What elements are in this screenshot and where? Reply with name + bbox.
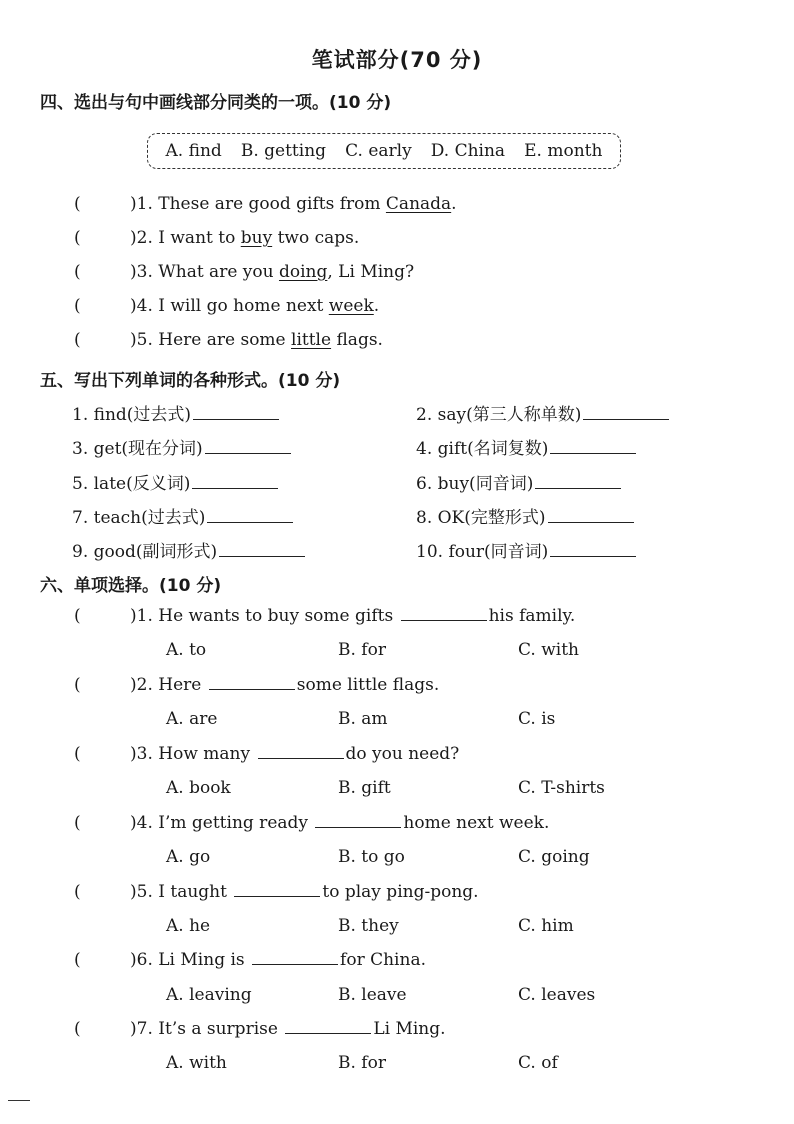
word-form-item-8: 8. OK(完整形式) — [416, 503, 636, 528]
answer-blank[interactable] — [550, 542, 636, 557]
option-c[interactable]: C. him — [518, 916, 574, 936]
answer-blank[interactable] — [192, 474, 278, 489]
answer-paren[interactable]: ( — [74, 950, 81, 970]
option-a[interactable]: A. go — [166, 847, 211, 867]
answer-paren[interactable]: ( — [74, 194, 81, 214]
choice-c: C. early — [345, 141, 412, 161]
answer-paren[interactable]: ( — [74, 330, 81, 350]
option-a[interactable]: A. he — [166, 916, 211, 936]
underlined-word: doing — [278, 262, 328, 282]
question-text: )3. What are you doing, Li Ming? — [130, 262, 415, 282]
page-title: 笔试部分(70 分) — [311, 48, 483, 72]
option-b[interactable]: B. to go — [338, 847, 405, 867]
mc-question-3: )3. How many do you need? — [130, 744, 460, 764]
word-form-item-10: 10. four(同音词) — [416, 537, 638, 562]
answer-blank[interactable] — [315, 813, 401, 828]
option-c[interactable]: C. leaves — [518, 985, 596, 1005]
answer-paren[interactable]: ( — [74, 813, 81, 833]
word-form-item-1: 1. find(过去式) — [72, 400, 281, 425]
mc-question-5: )5. I taught to play ping-pong. — [130, 882, 479, 902]
mc-question-1: )1. He wants to buy some gifts his family. — [130, 606, 576, 626]
underlined-word: buy — [240, 228, 273, 248]
option-c[interactable]: C. is — [518, 709, 556, 729]
answer-paren[interactable]: ( — [74, 296, 81, 316]
option-a[interactable]: A. book — [166, 778, 231, 798]
answer-paren[interactable]: ( — [74, 882, 81, 902]
section-4-heading: 四、选出与句中画线部分同类的一项。(10 分) — [40, 93, 392, 113]
question-text: )5. Here are some little flags. — [130, 330, 383, 350]
choice-b: B. getting — [240, 141, 327, 161]
answer-blank[interactable] — [583, 405, 669, 420]
question-text: )4. I will go home next week. — [130, 296, 380, 316]
question-text: )1. These are good gifts from Canada. — [130, 194, 457, 214]
mc-question-7: )7. It’s a surprise Li Ming. — [130, 1019, 446, 1039]
answer-blank[interactable] — [535, 474, 621, 489]
word-form-item-7: 7. teach(过去式) — [72, 503, 295, 528]
word-form-item-2: 2. say(第三人称单数) — [416, 400, 671, 425]
option-a[interactable]: A. to — [166, 640, 207, 660]
answer-blank[interactable] — [550, 439, 636, 454]
answer-paren[interactable]: ( — [74, 262, 81, 282]
answer-paren[interactable]: ( — [74, 228, 81, 248]
answer-blank[interactable] — [285, 1019, 371, 1034]
answer-blank[interactable] — [209, 675, 295, 690]
option-c[interactable]: C. of — [518, 1053, 558, 1073]
word-form-item-9: 9. good(副词形式) — [72, 537, 307, 562]
mc-question-4: )4. I’m getting ready home next week. — [130, 813, 550, 833]
answer-blank[interactable] — [252, 950, 338, 965]
section-6-heading: 六、单项选择。(10 分) — [40, 576, 222, 596]
underlined-word: week — [328, 296, 374, 316]
answer-paren[interactable]: ( — [74, 606, 81, 626]
option-a[interactable]: A. are — [166, 709, 218, 729]
word-form-item-6: 6. buy(同音词) — [416, 469, 623, 494]
page-edge-mark — [8, 1100, 30, 1101]
option-b[interactable]: B. leave — [338, 985, 407, 1005]
choice-a: A. find — [165, 141, 222, 161]
word-choice-box — [147, 133, 621, 169]
word-form-item-3: 3. get(现在分词) — [72, 434, 293, 459]
word-form-item-4: 4. gift(名词复数) — [416, 434, 638, 459]
mc-question-2: )2. Here some little flags. — [130, 675, 440, 695]
option-b[interactable]: B. am — [338, 709, 388, 729]
answer-paren[interactable]: ( — [74, 1019, 81, 1039]
answer-blank[interactable] — [219, 542, 305, 557]
underlined-word: little — [291, 330, 332, 350]
option-a[interactable]: A. leaving — [166, 985, 252, 1005]
answer-blank[interactable] — [234, 882, 320, 897]
underlined-word: Canada — [385, 194, 452, 214]
answer-blank[interactable] — [207, 508, 293, 523]
answer-blank[interactable] — [205, 439, 291, 454]
option-b[interactable]: B. they — [338, 916, 399, 936]
section-5-heading: 五、写出下列单词的各种形式。(10 分) — [40, 371, 341, 391]
choice-e: E. month — [524, 141, 603, 161]
choice-d: D. China — [430, 141, 506, 161]
answer-paren[interactable]: ( — [74, 675, 81, 695]
mc-question-6: )6. Li Ming is for China. — [130, 950, 426, 970]
option-c[interactable]: C. T-shirts — [518, 778, 605, 798]
answer-blank[interactable] — [258, 744, 344, 759]
answer-blank[interactable] — [401, 606, 487, 621]
option-c[interactable]: C. going — [518, 847, 590, 867]
option-b[interactable]: B. for — [338, 1053, 386, 1073]
option-b[interactable]: B. gift — [338, 778, 391, 798]
question-text: )2. I want to buy two caps. — [130, 228, 360, 248]
option-c[interactable]: C. with — [518, 640, 579, 660]
option-b[interactable]: B. for — [338, 640, 386, 660]
answer-paren[interactable]: ( — [74, 744, 81, 764]
option-a[interactable]: A. with — [166, 1053, 227, 1073]
answer-blank[interactable] — [193, 405, 279, 420]
answer-blank[interactable] — [548, 508, 634, 523]
word-form-item-5: 5. late(反义词) — [72, 469, 280, 494]
